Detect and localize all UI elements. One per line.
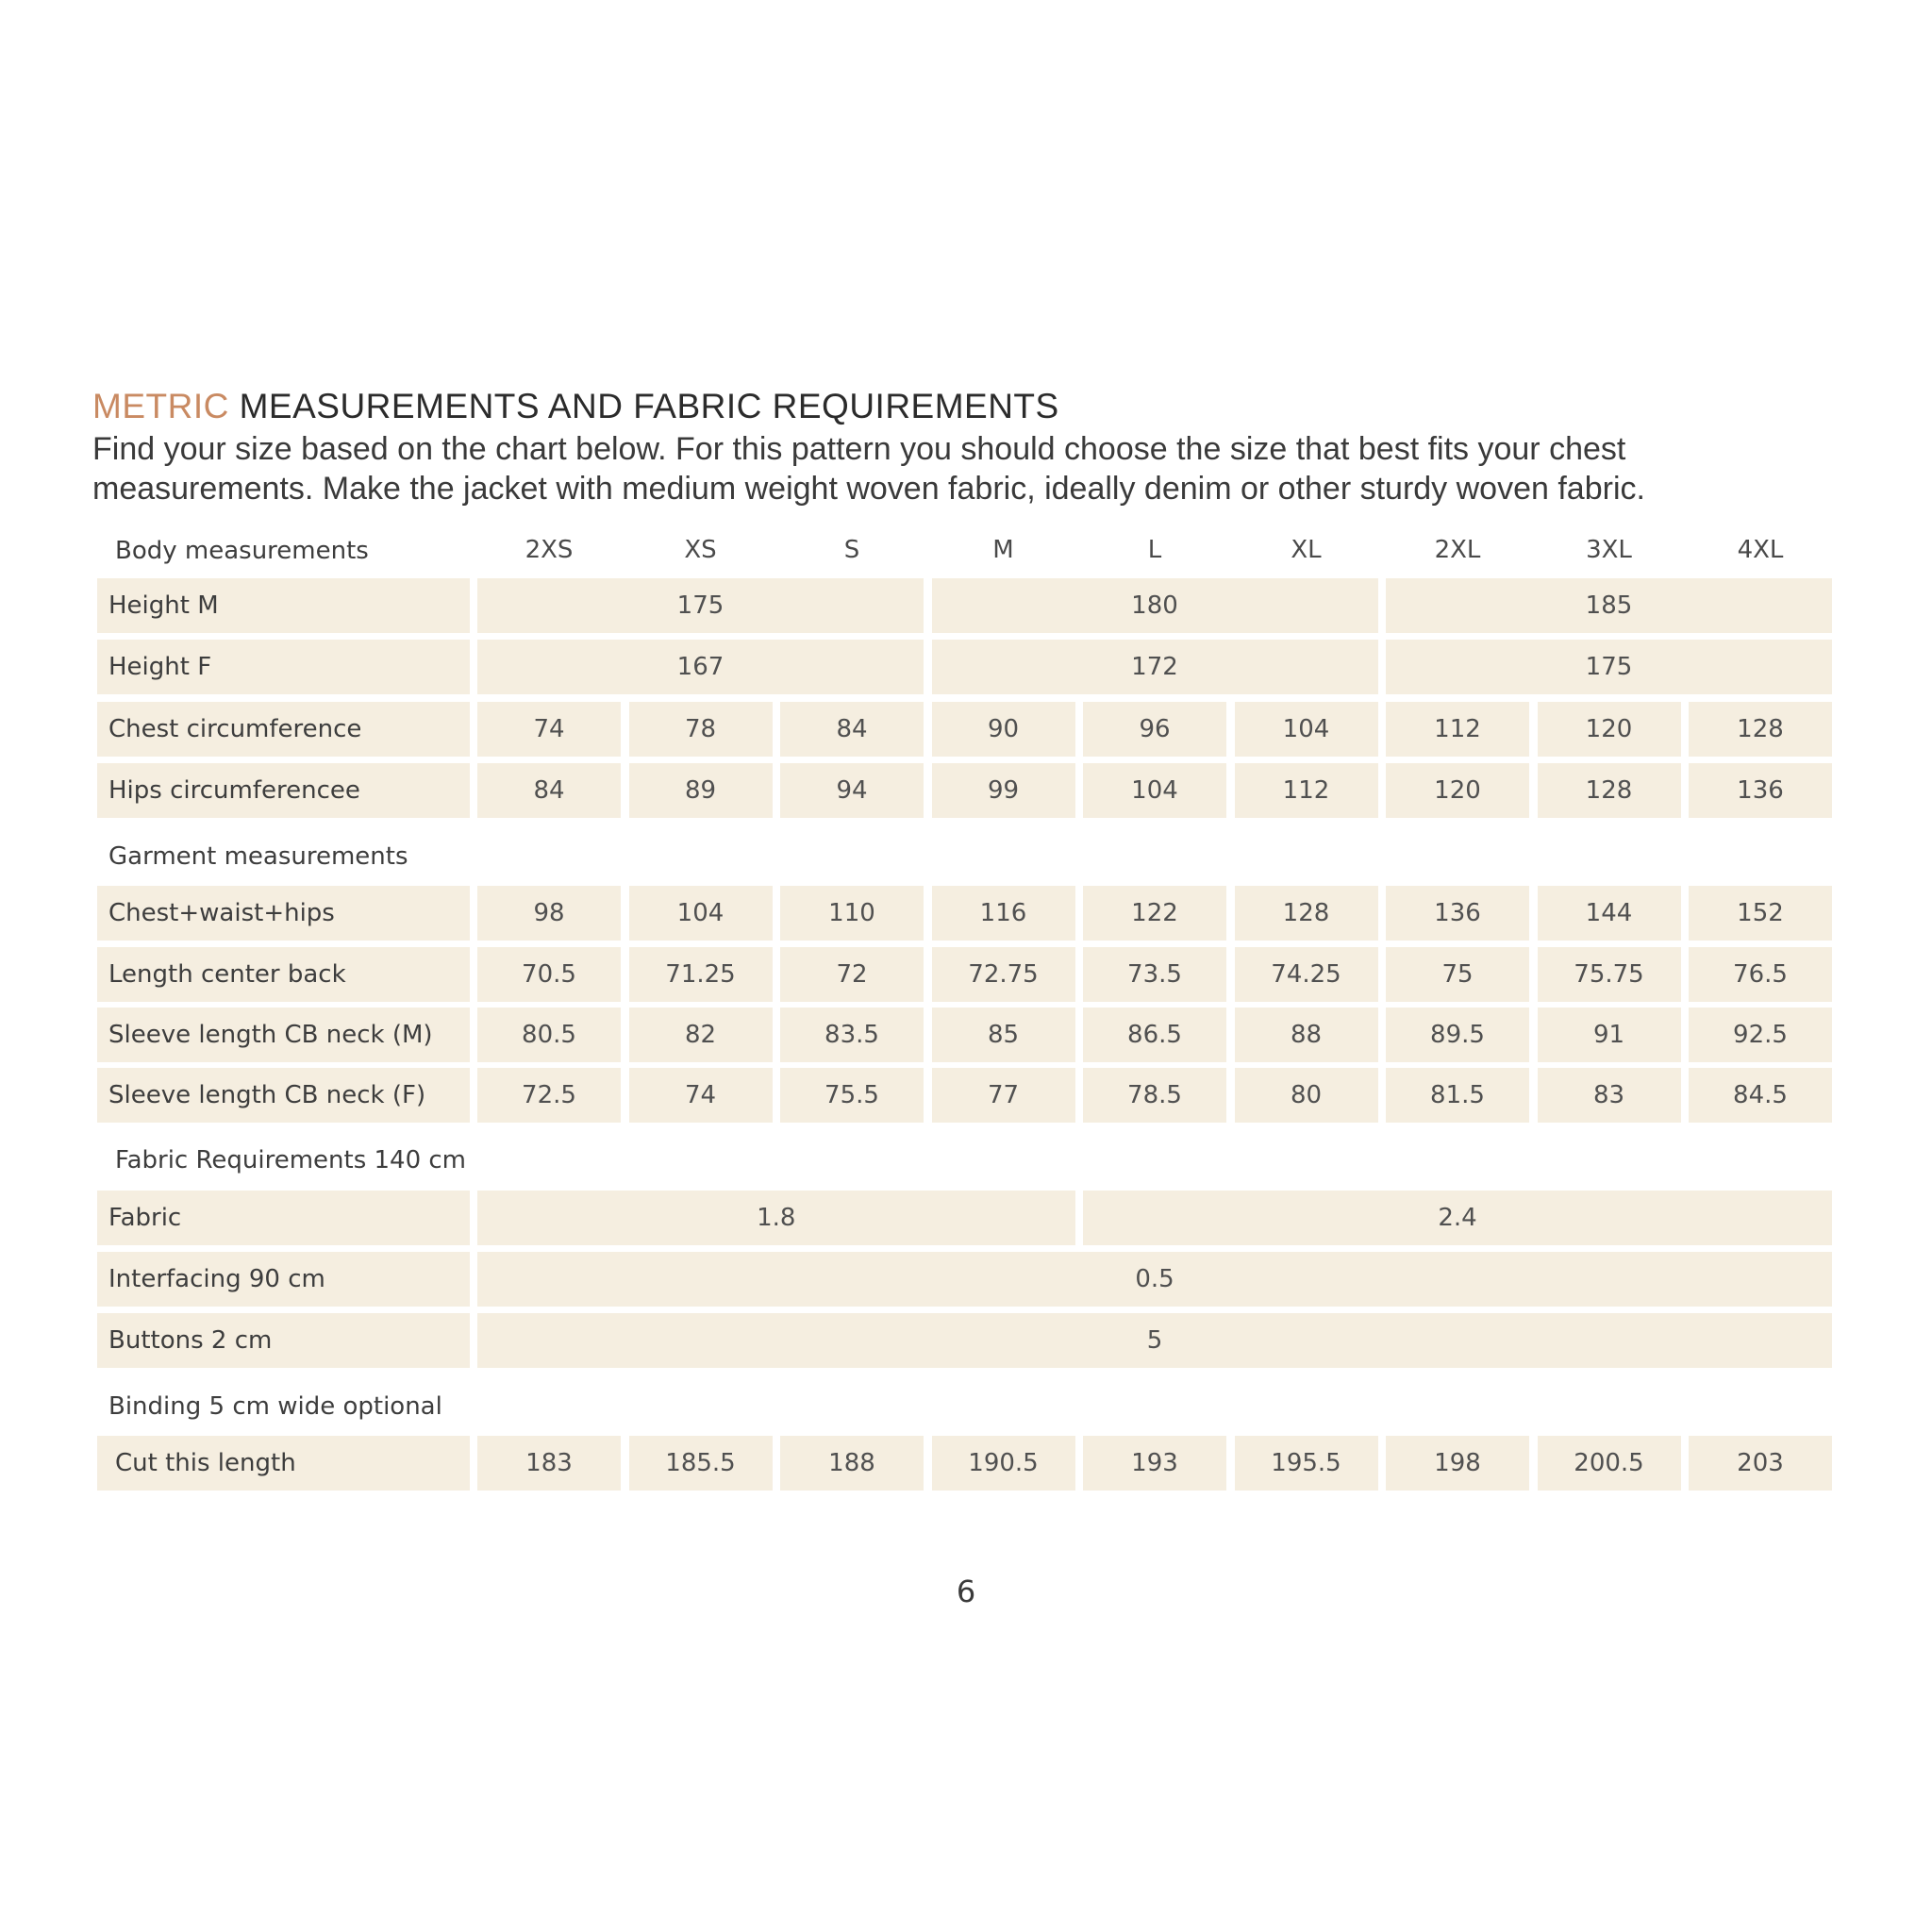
intro-text (92, 429, 1847, 508)
size-header: S (843, 536, 860, 564)
size-header: 2XL (1434, 536, 1481, 564)
table-cell: 195.5 (1235, 1436, 1378, 1491)
intro-line-1: Find your size based on the chart below. For this pattern you should choose the size that best fits your chest (92, 431, 1626, 467)
table-cell: 152 (1689, 886, 1832, 941)
table-cell: 75.75 (1538, 947, 1681, 1002)
table-cell: 120 (1386, 763, 1529, 818)
table-cell: 71.25 (629, 947, 773, 1002)
table-cell: 84.5 (1689, 1068, 1832, 1123)
page-number: 6 (956, 1574, 976, 1609)
table-cell: 185 (1386, 578, 1832, 633)
table-cell: 78 (629, 702, 773, 757)
intro-line-2: measurements. Make the jacket with medium weight woven fabric, ideally denim or other sturdy woven fabric. (92, 471, 1645, 507)
table-cell: 72 (780, 947, 924, 1002)
table-cell: 122 (1083, 886, 1226, 941)
page-title (92, 387, 1059, 426)
title-rest: MEASUREMENTS AND FABRIC REQUIREMENTS (228, 387, 1059, 425)
size-header: M (992, 536, 1014, 564)
table-cell: 78.5 (1083, 1068, 1226, 1123)
row-label: Interfacing 90 cm (97, 1252, 470, 1307)
table-cell: 74.25 (1235, 947, 1378, 1002)
table-cell: 85 (932, 1008, 1075, 1062)
section-label-binding: Binding 5 cm wide optional (108, 1392, 442, 1421)
row-label: Hips circumferencee (97, 763, 470, 818)
section-label-fabric: Fabric Requirements 140 cm (115, 1146, 467, 1174)
table-cell: 82 (629, 1008, 773, 1062)
table-cell: 116 (932, 886, 1075, 941)
table-cell: 144 (1538, 886, 1681, 941)
table-cell: 2.4 (1083, 1191, 1832, 1245)
table-cell: 89 (629, 763, 773, 818)
table-cell: 203 (1689, 1436, 1832, 1491)
table-cell: 180 (932, 578, 1378, 633)
size-header: 4XL (1737, 536, 1784, 564)
table-cell: 104 (629, 886, 773, 941)
table-cell: 5 (477, 1313, 1832, 1368)
table-cell: 88 (1235, 1008, 1378, 1062)
table-cell: 72.75 (932, 947, 1075, 1002)
header-label: Body measurements (115, 537, 369, 565)
table-cell: 94 (780, 763, 924, 818)
table-cell: 136 (1689, 763, 1832, 818)
table-cell: 75 (1386, 947, 1529, 1002)
row-label: Chest+waist+hips (97, 886, 470, 941)
row-label: Cut this length (97, 1436, 470, 1491)
table-cell: 128 (1538, 763, 1681, 818)
table-cell: 72.5 (477, 1068, 621, 1123)
table-cell: 128 (1235, 886, 1378, 941)
table-cell: 190.5 (932, 1436, 1075, 1491)
table-cell: 92.5 (1689, 1008, 1832, 1062)
table-cell: 96 (1083, 702, 1226, 757)
size-header: L (1147, 536, 1162, 564)
table-cell: 80.5 (477, 1008, 621, 1062)
table-cell: 81.5 (1386, 1068, 1529, 1123)
size-header: 2XS (525, 536, 574, 564)
table-cell: 89.5 (1386, 1008, 1529, 1062)
table-cell: 84 (780, 702, 924, 757)
table-cell: 185.5 (629, 1436, 773, 1491)
table-cell: 1.8 (477, 1191, 1075, 1245)
table-cell: 112 (1386, 702, 1529, 757)
table-cell: 104 (1235, 702, 1378, 757)
table-cell: 112 (1235, 763, 1378, 818)
table-cell: 76.5 (1689, 947, 1832, 1002)
table-cell: 75.5 (780, 1068, 924, 1123)
table-cell: 91 (1538, 1008, 1681, 1062)
table-cell: 70.5 (477, 947, 621, 1002)
table-cell: 188 (780, 1436, 924, 1491)
table-cell: 0.5 (477, 1252, 1832, 1307)
table-cell: 99 (932, 763, 1075, 818)
table-cell: 120 (1538, 702, 1681, 757)
table-cell: 90 (932, 702, 1075, 757)
row-label: Fabric (97, 1191, 470, 1245)
row-label: Height F (97, 640, 470, 694)
table-cell: 110 (780, 886, 924, 941)
row-label: Length center back (97, 947, 470, 1002)
table-cell: 104 (1083, 763, 1226, 818)
table-cell: 73.5 (1083, 947, 1226, 1002)
table-cell: 128 (1689, 702, 1832, 757)
table-cell: 84 (477, 763, 621, 818)
table-cell: 98 (477, 886, 621, 941)
section-label-garment: Garment measurements (108, 842, 408, 871)
row-label: Chest circumference (97, 702, 470, 757)
table-cell: 83 (1538, 1068, 1681, 1123)
row-label: Sleeve length CB neck (F) (97, 1068, 470, 1123)
table-cell: 80 (1235, 1068, 1378, 1123)
row-label: Height M (97, 578, 470, 633)
table-cell: 74 (629, 1068, 773, 1123)
table-cell: 193 (1083, 1436, 1226, 1491)
table-cell: 200.5 (1538, 1436, 1681, 1491)
title-accent: METRIC (92, 387, 229, 425)
table-cell: 167 (477, 640, 924, 694)
table-cell: 198 (1386, 1436, 1529, 1491)
size-header: XL (1291, 536, 1322, 564)
table-cell: 136 (1386, 886, 1529, 941)
table-cell: 183 (477, 1436, 621, 1491)
row-label: Sleeve length CB neck (M) (97, 1008, 470, 1062)
size-header: XS (684, 536, 717, 564)
size-header: 3XL (1586, 536, 1632, 564)
table-cell: 83.5 (780, 1008, 924, 1062)
table-cell: 77 (932, 1068, 1075, 1123)
row-label: Buttons 2 cm (97, 1313, 470, 1368)
table-cell: 172 (932, 640, 1378, 694)
table-cell: 74 (477, 702, 621, 757)
table-cell: 175 (477, 578, 924, 633)
table-cell: 175 (1386, 640, 1832, 694)
table-cell: 86.5 (1083, 1008, 1226, 1062)
